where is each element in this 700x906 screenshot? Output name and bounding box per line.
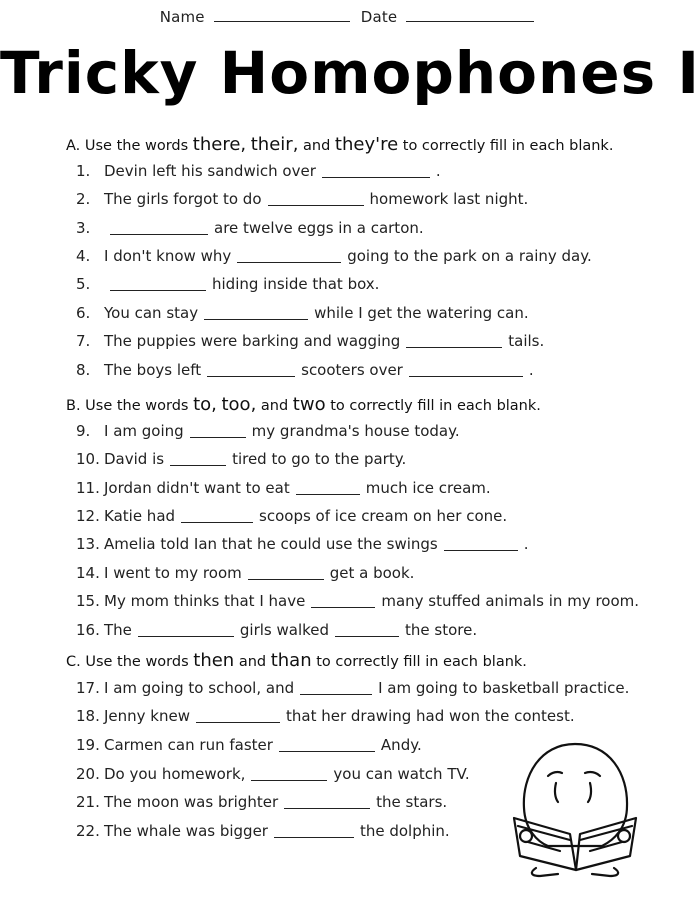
question-number: 8. [76,361,91,379]
question-text: You can stay [104,304,199,322]
question-5 [76,274,379,294]
question-22 [76,821,450,841]
question-text: The puppies were barking and wagging [104,332,401,350]
answer-blank[interactable] [170,451,226,466]
question-number: 3. [76,219,91,237]
question-number: 17. [76,679,100,697]
answer-blank[interactable] [207,362,295,377]
question-text: I am going to basketball practice. [378,679,630,697]
answer-blank[interactable] [296,480,360,495]
question-number: 9. [76,422,91,440]
question-number: 4. [76,247,91,265]
question-text: . [523,535,529,553]
answer-blank[interactable] [110,220,208,235]
question-number: 6. [76,304,91,322]
question-text: while I get the watering can. [314,304,529,322]
name-label: Name [159,8,205,26]
question-text: David is [104,450,165,468]
answer-blank[interactable] [274,823,354,838]
question-text: . [528,361,534,379]
worksheet-title: Tricky Homophones I [0,39,700,107]
question-text: Do you homework, [104,765,246,783]
question-text: the dolphin. [359,822,450,840]
question-6 [76,303,529,323]
question-text: going to the park on a rainy day. [347,247,592,265]
question-text: The boys left [104,361,202,379]
question-text: tired to go to the party. [232,450,407,468]
question-20 [76,764,470,784]
answer-blank[interactable] [335,622,399,637]
question-15 [76,591,639,611]
question-17 [76,678,629,698]
question-number: 11. [76,479,100,497]
question-text: scoops of ice cream on her cone. [259,507,508,525]
answer-blank[interactable] [311,593,375,608]
question-10 [76,449,406,469]
question-number: 19. [76,736,100,754]
question-text: The moon was brighter [104,793,279,811]
answer-blank[interactable] [300,680,372,695]
question-number: 18. [76,707,100,725]
question-7 [76,331,544,351]
question-21 [76,792,447,812]
question-text: many stuffed animals in my room. [381,592,640,610]
question-text: Devin left his sandwich over [104,162,316,180]
question-text: I am going to school, and [104,679,295,697]
answer-blank[interactable] [322,163,430,178]
question-number: 16. [76,621,100,639]
question-text: I went to my room [104,564,242,582]
question-number: 13. [76,535,100,553]
question-text: the store. [405,621,478,639]
answer-blank[interactable] [248,565,324,580]
answer-blank[interactable] [406,333,502,348]
question-text: My mom thinks that I have [104,592,306,610]
question-text: Carmen can run faster [104,736,273,754]
question-text: Amelia told Ian that he could use the swings [104,535,438,553]
answer-blank[interactable] [204,305,308,320]
question-number: 21. [76,793,100,811]
question-number: 12. [76,507,100,525]
answer-blank[interactable] [409,362,523,377]
answer-blank[interactable] [196,708,280,723]
question-number: 20. [76,765,100,783]
question-number: 15. [76,592,100,610]
section-b-instructions: B. Use the words to, too, and two to correctly fill in each blank. [66,394,541,415]
question-text: The whale was bigger [104,822,268,840]
answer-blank[interactable] [284,794,370,809]
question-text: The [104,621,132,639]
question-number: 7. [76,332,91,350]
question-text: The girls forgot to do [104,190,262,208]
answer-blank[interactable] [237,248,341,263]
question-4 [76,246,592,266]
question-1 [76,161,441,181]
question-text: Katie had [104,507,176,525]
question-text: that her drawing had won the contest. [286,707,575,725]
question-number: 14. [76,564,100,582]
date-label: Date [360,8,398,26]
question-text: hiding inside that box. [212,275,380,293]
answer-blank[interactable] [181,508,253,523]
answer-blank[interactable] [251,766,327,781]
question-text: I don't know why [104,247,232,265]
question-text: scooters over [301,361,403,379]
question-text: you can watch TV. [333,765,470,783]
question-text: my grandma's house today. [251,422,460,440]
name-blank[interactable] [214,9,350,22]
question-text: are twelve eggs in a carton. [214,219,424,237]
question-text: tails. [508,332,545,350]
section-c-instructions: C. Use the words then and than to correctly fill in each blank. [66,650,527,671]
question-18 [76,706,575,726]
question-12 [76,506,507,526]
question-16 [76,620,477,640]
question-text: I am going [104,422,184,440]
name-date-header [0,8,700,26]
question-11 [76,478,491,498]
question-text: girls walked [239,621,330,639]
question-14 [76,563,414,583]
question-9 [76,421,460,441]
question-text: homework last night. [369,190,529,208]
question-text: the stars. [376,793,448,811]
question-19 [76,735,422,755]
answer-blank[interactable] [279,737,375,752]
question-number: 5. [76,275,91,293]
question-text: much ice cream. [365,479,491,497]
answer-blank[interactable] [110,276,206,291]
question-text: Andy. [380,736,422,754]
question-8 [76,360,534,380]
question-text: . [435,162,441,180]
question-3 [76,218,424,238]
question-number: 1. [76,162,91,180]
date-blank[interactable] [406,9,534,22]
question-13 [76,534,529,554]
question-2 [76,189,528,209]
question-number: 22. [76,822,100,840]
question-text: Jordan didn't want to eat [104,479,290,497]
question-text: Jenny knew [104,707,191,725]
answer-blank[interactable] [444,536,518,551]
reading-egg-mascot-icon [500,738,650,878]
question-number: 10. [76,450,100,468]
section-a-instructions: A. Use the words there, their, and they're to correctly fill in each blank. [66,134,614,155]
answer-blank[interactable] [268,191,364,206]
question-number: 2. [76,190,91,208]
answer-blank[interactable] [138,622,234,637]
answer-blank[interactable] [190,423,246,438]
question-text: get a book. [329,564,415,582]
